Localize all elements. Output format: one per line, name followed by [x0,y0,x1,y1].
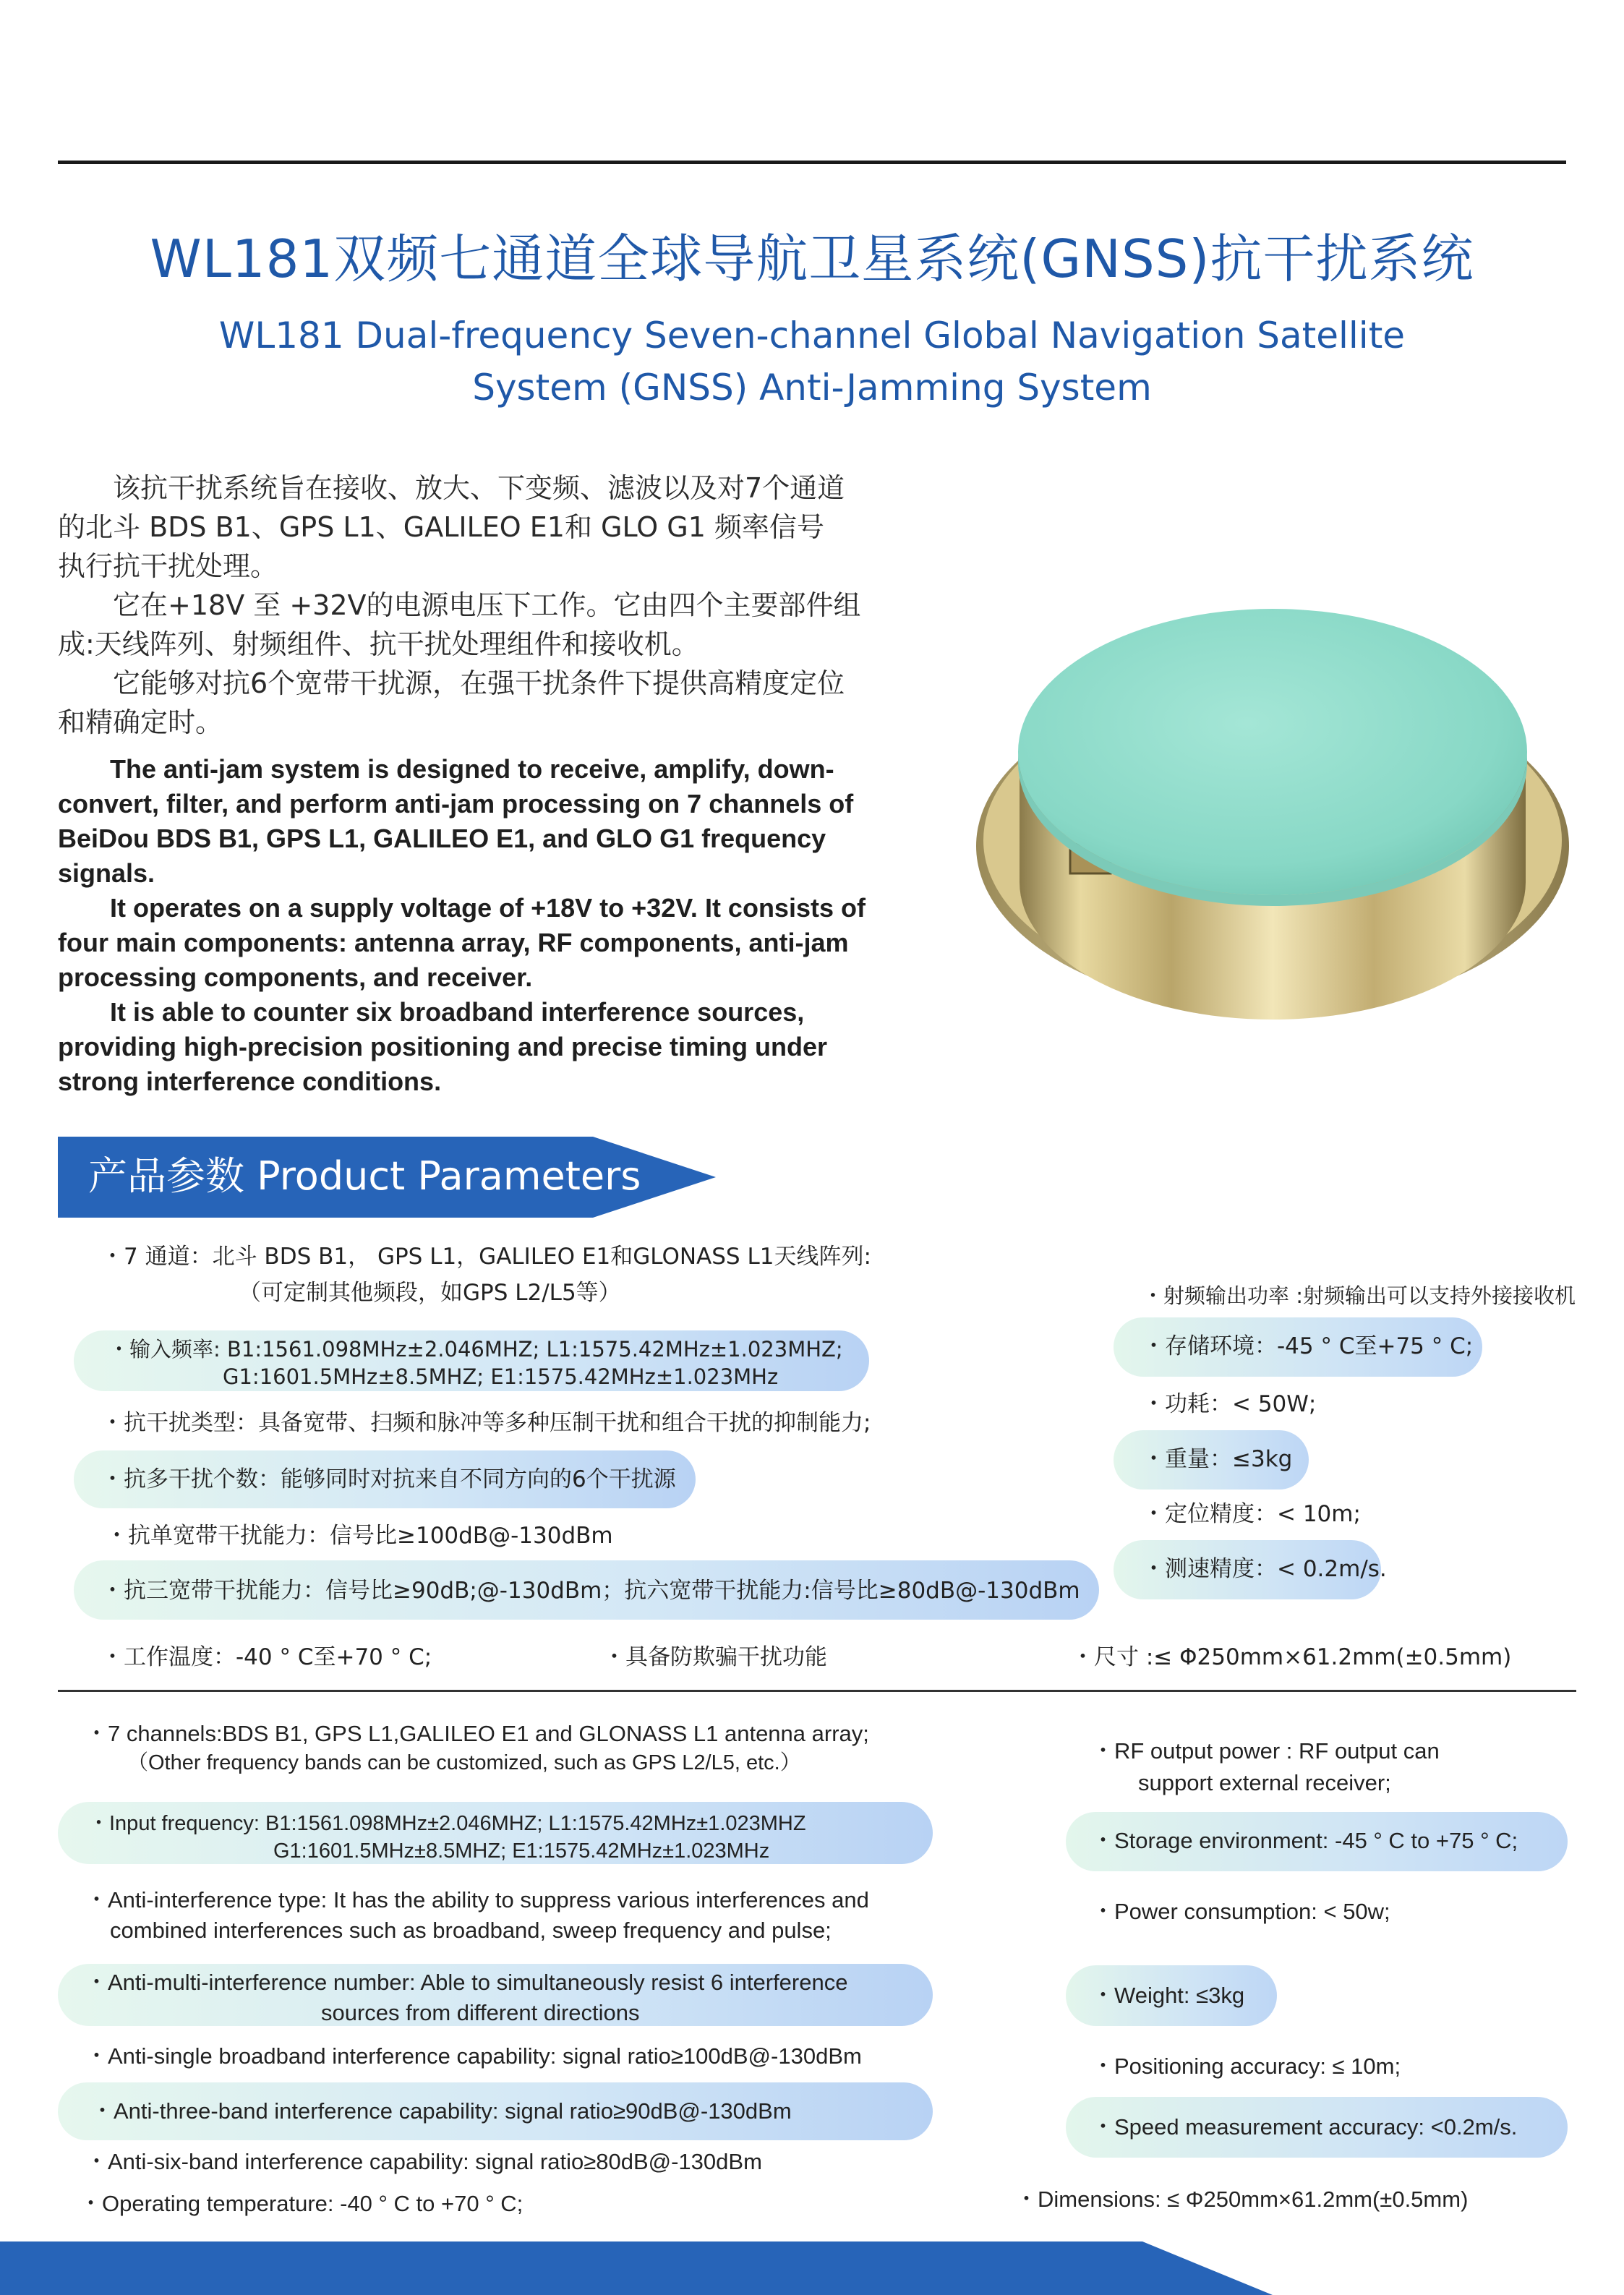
param-en-ai-single: ・Anti-single broadband interference capability: signal ratio≥100dB@-130dBm [85,2043,862,2069]
param-cn-power: ・功耗：< 50W; [1142,1391,1317,1417]
title-en-line1: WL181 Dual-frequency Seven-channel Global Navigation Satellite [218,315,1406,356]
title-en-line2: System (GNSS) Anti-Jamming System [472,367,1152,409]
param-en-op-temp: ・Operating temperature: -40 ° C to +70 ° C; [80,2191,523,2216]
param-cn-input-freq-l1: ・输入频率: B1:1561.098MHz±2.046MHZ; L1:1575.42MHz±1.023MHZ; [108,1337,843,1362]
param-en-speed-acc: ・Speed measurement accuracy: <0.2m/s. [1092,2114,1518,2140]
section-title: 产品参数 Product Parameters [88,1153,641,1199]
param-en-ai-type-l1: ・Anti-interference type: It has the ability to suppress various interferences and [85,1887,869,1912]
param-en-input-freq-l1: ・Input frequency: B1:1561.098MHz±2.046MHZ; L1:1575.42MHz±1.023MHZ [88,1812,806,1835]
param-cn-ai-count: ・抗多干扰个数：能够同时对抗来自不同方向的6个干扰源 [101,1466,676,1492]
intro-en-p1: The anti-jam system is designed to receive, amplify, down-convert, filter, and perform anti-jam processing on 7 channels of BeiDou BDS B1, GPS L1, GALILEO E1, and GLO G1 frequency signals. [58,754,854,888]
param-cn-pos-acc: ・定位精度：< 10m; [1142,1501,1361,1527]
param-en-ai-three: ・Anti-three-band interference capability: signal ratio≥90dB@-130dBm [91,2098,792,2124]
param-en-weight: ・Weight: ≤3kg [1092,1983,1245,2008]
param-cn-storage: ・存储环境：-45 ° C至+75 ° C; [1142,1333,1474,1359]
intro-en-p2: It operates on a supply voltage of +18V to +32V. It consists of four main components: antenna array, RF components, anti-jam processing components, and receiver. [58,893,866,992]
param-cn-ai-single: ・抗单宽带干扰能力：信号比≥100dB@-130dBm [106,1523,613,1549]
intro-cn [58,469,889,742]
param-en-power: ・Power consumption: < 50w; [1092,1899,1390,1924]
intro-en-p3: It is able to counter six broadband interference sources, providing high-precision positioning and precise timing under strong interference conditions. [58,997,828,1096]
param-en-channels-l2: （Other frequency bands can be customized, such as GPS L2/L5, etc.） [127,1751,801,1774]
param-en-channels-l1: ・7 channels:BDS B1, GPS L1,GALILEO E1 and GLONASS L1 antenna array; [85,1721,869,1746]
param-en-ai-six: ・Anti-six-band interference capability: signal ratio≥80dB@-130dBm [85,2149,762,2174]
param-en-pos-acc: ・Positioning accuracy: ≤ 10m; [1092,2053,1401,2079]
page-title-cn: WL181双频七通道全球导航卫星系统(GNSS)抗干扰系统 [150,228,1474,289]
top-rule [58,161,1566,164]
param-cn-channels-l2: （可定制其他频段，如GPS L2/L5等） [239,1280,621,1306]
section-divider [58,1690,1576,1692]
param-en-dims: ・Dimensions: ≤ Φ250mm×61.2mm(±0.5mm) [1015,2187,1469,2212]
param-cn-ai-three: ・抗三宽带干扰能力：信号比≥90dB;@-130dBm；抗六宽带干扰能力:信号比≥80dB@-130dBm [101,1578,1080,1604]
intro-cn-p1-l1: 该抗干扰系统旨在接收、放大、下变频、滤波以及对7个通道 [113,472,845,504]
param-cn-dims: ・尺寸 :≤ Φ250mm×61.2mm(±0.5mm) [1072,1644,1512,1670]
param-en-ai-type-l2: combined interferences such as broadband, sweep frequency and pulse; [110,1918,832,1943]
intro-en [58,752,889,1099]
intro-cn-p2-l1: 它在+18V 至 +32V的电源电压下工作。它由四个主要部件组 [113,589,861,621]
intro-cn-p1-l3: 执行抗干扰处理。 [58,550,278,582]
intro-cn-p1-l2: 的北斗 BDS B1、GPS L1、GALILEO E1和 GLO G1 频率信号 [58,511,824,543]
param-en-input-freq-l2: G1:1601.5MHz±8.5MHZ; E1:1575.42MHz±1.023MHz [273,1839,770,1863]
param-en-rf-out-l2: support external receiver; [1138,1770,1391,1795]
param-en-ai-multi-l1: ・Anti-multi-interference number: Able to simultaneously resist 6 interference [85,1970,848,1995]
param-en-rf-out-l1: ・RF output power : RF output can [1092,1738,1440,1764]
param-cn-op-temp: ・工作温度：-40 ° C至+70 ° C; [101,1644,432,1670]
footer-band [0,2241,1624,2295]
param-cn-rf-out: ・射频输出功率 :射频输出可以支持外接接收机 [1142,1283,1576,1308]
product-image [969,535,1576,1056]
param-cn-channels-l1: ・7 通道：北斗 BDS B1， GPS L1，GALILEO E1和GLONASS L1天线阵列: [101,1244,871,1270]
page-title-en [0,309,1624,414]
param-en-storage: ・Storage environment: -45 ° C to +75 ° C; [1092,1828,1518,1853]
param-cn-anti-spoof: ・具备防欺骗干扰功能 [603,1644,827,1670]
intro-cn-p3-l2: 和精确定时。 [58,706,223,738]
intro-cn-p3-l1: 它能够对抗6个宽带干扰源，在强干扰条件下提供高精度定位 [113,667,845,699]
param-cn-input-freq-l2: G1:1601.5MHz±8.5MHZ; E1:1575.42MHz±1.023MHz [223,1364,779,1389]
param-cn-weight: ・重量：≤3kg [1142,1446,1293,1472]
intro-cn-p2-l2: 成:天线阵列、射频组件、抗干扰处理组件和接收机。 [58,628,699,660]
param-cn-speed-acc: ・测速精度：< 0.2m/s. [1142,1556,1387,1582]
param-cn-ai-type: ・抗干扰类型：具备宽带、扫频和脉冲等多种压制干扰和组合干扰的抑制能力; [101,1410,871,1436]
param-en-ai-multi-l2: sources from different directions [321,2000,640,2025]
